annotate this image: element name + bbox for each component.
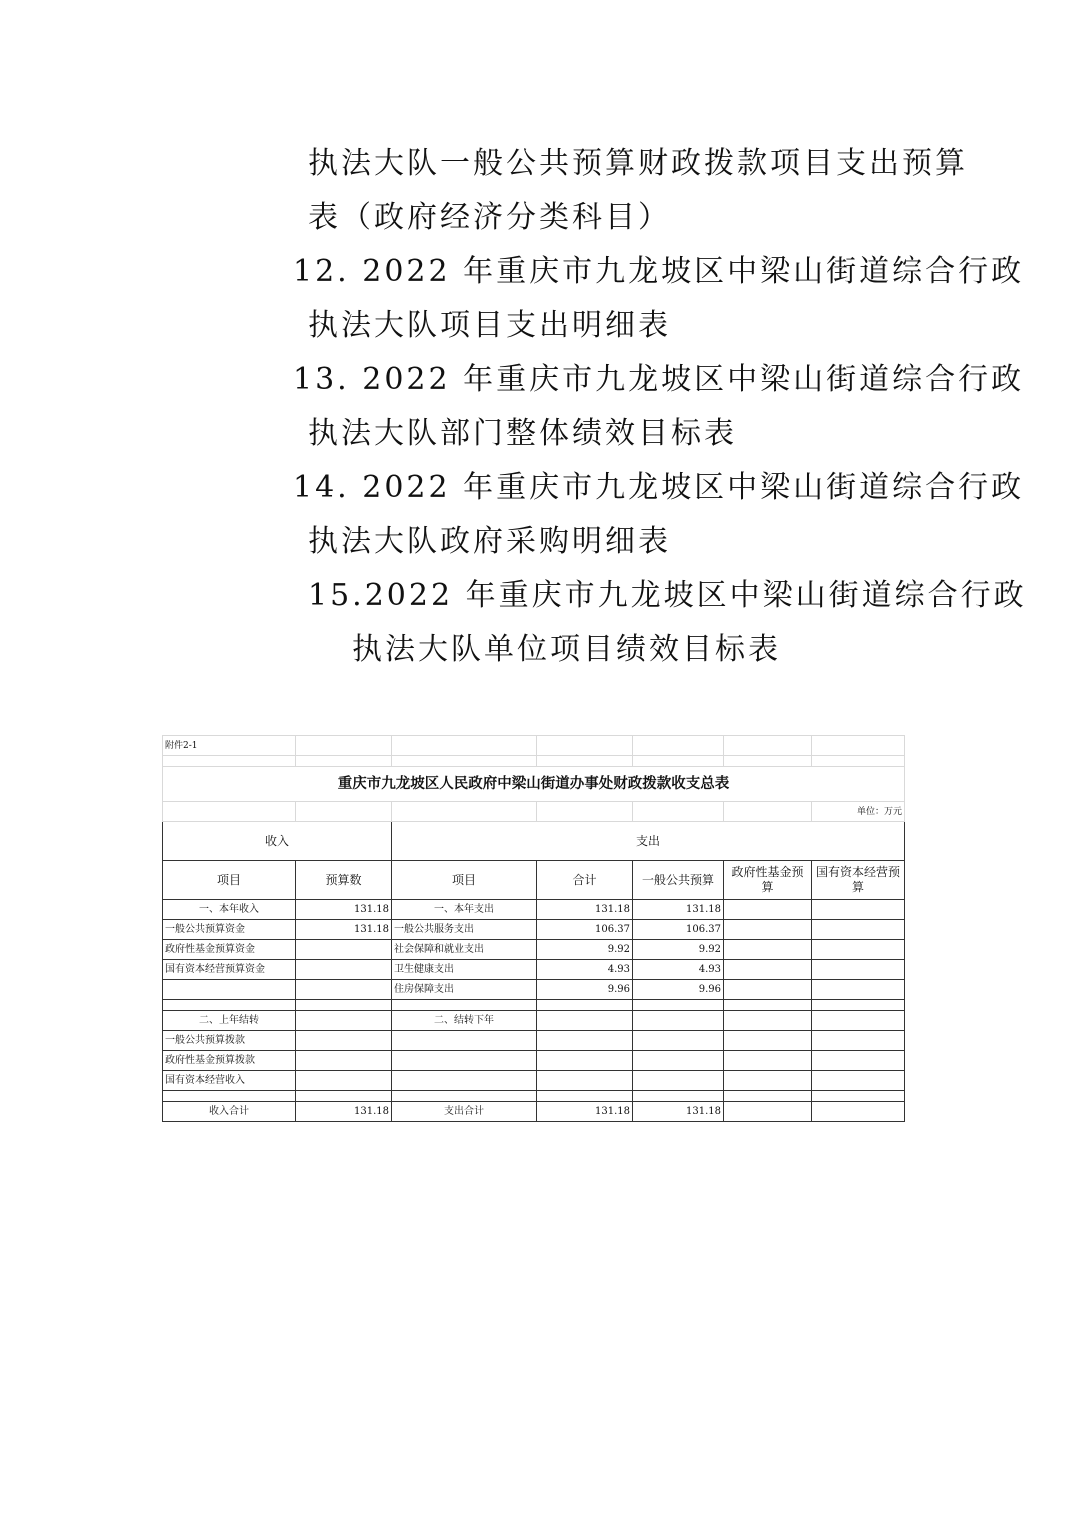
cell-total: 106.37 [537, 920, 633, 940]
cell-exp-item: 卫生健康支出 [392, 960, 537, 980]
col-total-header: 合计 [537, 861, 633, 900]
cell-income-item [163, 1000, 296, 1011]
cell-income-item: 收入合计 [163, 1102, 296, 1122]
cell-general [633, 1051, 724, 1071]
cell-income-val [296, 960, 392, 980]
cell-total [537, 1091, 633, 1102]
cell-income-item: 一、本年收入 [163, 900, 296, 920]
cell-fund [724, 1031, 812, 1051]
cell-exp-item [392, 1071, 537, 1091]
cell-state [812, 920, 905, 940]
table-row [163, 960, 905, 980]
cell-general: 9.96 [633, 980, 724, 1000]
cell-total: 131.18 [537, 900, 633, 920]
cell-general: 106.37 [633, 920, 724, 940]
income-header: 收入 [163, 822, 392, 861]
list-line: 12. 2022 年重庆市九龙坡区中梁山街道综合行政 [293, 254, 1025, 289]
table-row [163, 1031, 905, 1051]
table-row [163, 1000, 905, 1011]
cell-state [812, 940, 905, 960]
cell-general [633, 1091, 724, 1102]
table-row [163, 1011, 905, 1031]
cell-income-val [296, 940, 392, 960]
unit-label: 单位：万元 [812, 802, 905, 822]
cell-fund [724, 1051, 812, 1071]
cell-exp-item: 社会保障和就业支出 [392, 940, 537, 960]
list-line: 执法大队部门整体绩效目标表 [308, 416, 737, 451]
cell-fund [724, 1102, 812, 1122]
cell-fund [724, 920, 812, 940]
table-row [163, 1091, 905, 1102]
cell-general [633, 1071, 724, 1091]
cell-income-item: 政府性基金预算拨款 [163, 1051, 296, 1071]
cell-general: 9.92 [633, 940, 724, 960]
list-line: 执法大队一般公共预算财政拨款项目支出预算 [308, 146, 968, 181]
cell-exp-item [392, 1051, 537, 1071]
cell-exp-item [392, 1091, 537, 1102]
attachment-label: 附件2-1 [163, 736, 296, 756]
table-row [163, 920, 905, 940]
cell-general: 131.18 [633, 900, 724, 920]
table-body [163, 900, 905, 1122]
cell-income-val: 131.18 [296, 920, 392, 940]
cell-state [812, 1091, 905, 1102]
table-row [163, 900, 905, 920]
col-fund-header: 政府性基金预算 [724, 861, 812, 900]
cell-income-val [296, 1091, 392, 1102]
cell-state [812, 1031, 905, 1051]
list-line: 13. 2022 年重庆市九龙坡区中梁山街道综合行政 [293, 362, 1025, 397]
cell-general [633, 1031, 724, 1051]
cell-total [537, 1031, 633, 1051]
col-item2-header: 项目 [392, 861, 537, 900]
cell-income-val [296, 1000, 392, 1011]
table-row [163, 980, 905, 1000]
cell-fund [724, 1011, 812, 1031]
budget-sheet [162, 735, 904, 1122]
budget-table [162, 735, 905, 1122]
cell-general: 4.93 [633, 960, 724, 980]
cell-fund [724, 1091, 812, 1102]
table-row [163, 1071, 905, 1091]
list-line: 执法大队单位项目绩效目标表 [352, 632, 781, 667]
cell-income-item: 一般公共预算拨款 [163, 1031, 296, 1051]
cell-exp-item: 支出合计 [392, 1102, 537, 1122]
list-line: 表（政府经济分类科目） [308, 200, 671, 235]
cell-general [633, 1000, 724, 1011]
cell-state [812, 980, 905, 1000]
cell-total [537, 1051, 633, 1071]
cell-state [812, 1051, 905, 1071]
cell-state [812, 960, 905, 980]
cell-income-val [296, 1051, 392, 1071]
cell-state [812, 1071, 905, 1091]
col-budget-header: 预算数 [296, 861, 392, 900]
cell-state [812, 1011, 905, 1031]
cell-total [537, 1000, 633, 1011]
cell-state [812, 1102, 905, 1122]
list-line: 执法大队项目支出明细表 [308, 308, 671, 343]
cell-exp-item [392, 1000, 537, 1011]
cell-fund [724, 1000, 812, 1011]
col-state-header: 国有资本经营预算 [812, 861, 905, 900]
col-general-header: 一般公共预算 [633, 861, 724, 900]
cell-exp-item: 一般公共服务支出 [392, 920, 537, 940]
cell-general: 131.18 [633, 1102, 724, 1122]
cell-income-val: 131.18 [296, 900, 392, 920]
list-line: 执法大队政府采购明细表 [308, 524, 671, 559]
table-row [163, 940, 905, 960]
cell-total: 9.96 [537, 980, 633, 1000]
cell-income-val [296, 1071, 392, 1091]
cell-exp-item: 二、结转下年 [392, 1011, 537, 1031]
sheet-title: 重庆市九龙坡区人民政府中梁山街道办事处财政拨款收支总表 [163, 767, 905, 802]
cell-income-val [296, 980, 392, 1000]
cell-income-item [163, 980, 296, 1000]
cell-income-item [163, 1091, 296, 1102]
table-row [163, 1102, 905, 1122]
cell-total [537, 1011, 633, 1031]
cell-income-item: 二、上年结转 [163, 1011, 296, 1031]
cell-fund [724, 960, 812, 980]
cell-total: 4.93 [537, 960, 633, 980]
list-line: 15.2022 年重庆市九龙坡区中梁山街道综合行政 [308, 578, 1027, 613]
list-line: 14. 2022 年重庆市九龙坡区中梁山街道综合行政 [293, 470, 1025, 505]
cell-income-val: 131.18 [296, 1102, 392, 1122]
expense-header: 支出 [392, 822, 905, 861]
cell-fund [724, 1071, 812, 1091]
cell-fund [724, 980, 812, 1000]
cell-income-item: 一般公共预算资金 [163, 920, 296, 940]
cell-state [812, 900, 905, 920]
cell-income-item: 国有资本经营收入 [163, 1071, 296, 1091]
cell-income-val [296, 1031, 392, 1051]
cell-exp-item: 一、本年支出 [392, 900, 537, 920]
table-row [163, 1051, 905, 1071]
cell-fund [724, 940, 812, 960]
cell-state [812, 1000, 905, 1011]
cell-exp-item [392, 1031, 537, 1051]
cell-fund [724, 900, 812, 920]
cell-income-item: 国有资本经营预算资金 [163, 960, 296, 980]
cell-total: 131.18 [537, 1102, 633, 1122]
col-item-header: 项目 [163, 861, 296, 900]
cell-income-val [296, 1011, 392, 1031]
cell-exp-item: 住房保障支出 [392, 980, 537, 1000]
cell-total [537, 1071, 633, 1091]
cell-total: 9.92 [537, 940, 633, 960]
cell-general [633, 1011, 724, 1031]
cell-income-item: 政府性基金预算资金 [163, 940, 296, 960]
